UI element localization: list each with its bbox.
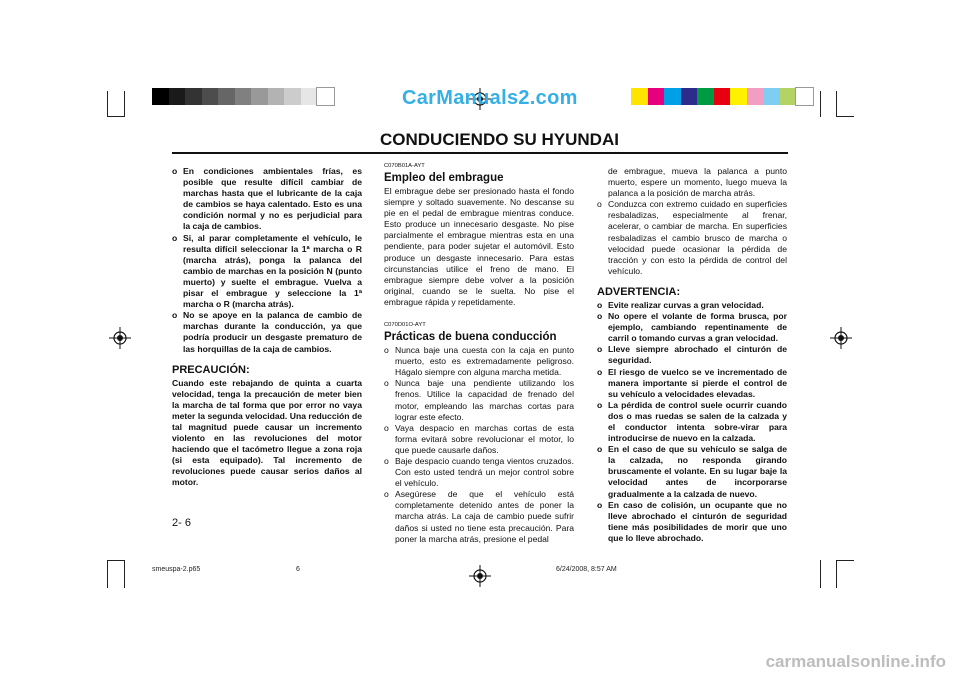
crop-mark xyxy=(820,560,821,588)
watermark: carmanualsonline.info xyxy=(765,652,946,671)
grayscale-bar xyxy=(152,88,334,105)
registration-mark-icon xyxy=(469,565,491,587)
color-swatch xyxy=(185,88,202,105)
color-swatch xyxy=(648,88,665,105)
color-swatch xyxy=(714,88,731,105)
color-swatch xyxy=(780,88,797,105)
crop-mark xyxy=(107,91,108,117)
page-number: 2- 6 xyxy=(172,517,191,529)
warning-item: o No opere el volante de forma brusca, por ejemplo, cambiando repentinamente de carril o tomando curvas a gran velocidad. xyxy=(597,311,787,344)
color-swatch xyxy=(301,88,318,105)
footer-page: 6 xyxy=(296,566,300,573)
list-item: o Nunca baje una cuesta con la caja en punto muerto, esto es extremadamente peligroso. Hágalo siempre con alguna marcha metida. xyxy=(384,345,574,378)
warning-item: o El riesgo de vuelco se ve incrementado de manera importante si pierde el control de su vehículo a velocidades elevadas. xyxy=(597,366,787,399)
color-swatch xyxy=(152,88,169,105)
color-swatch xyxy=(284,88,301,105)
list-item: o Conduzca con extremo cuidado en superficies resbaladizas, especialmente al frenar, acelerar, o cambiar de marcha. En superficies resbaladizas el cambio brusco de marcha o velocidad puede ocasionar la pérdida de tracción y con esto la pérdida de control del vehículo. xyxy=(597,199,787,276)
list-item: o Vaya despacio en marchas cortas de esta forma evitará sobre revolucionar el motor, lo que puede causarle daños. xyxy=(384,422,574,455)
crop-mark xyxy=(836,91,837,117)
color-swatch xyxy=(202,88,219,105)
color-swatch xyxy=(268,88,285,105)
warning-item: o La pérdida de control suele ocurrir cuando dos o mas ruedas se salen de la calzada y el conductor intenta sobre-virar para introducirse de nuevo en la calzada. xyxy=(597,399,787,444)
section-title: Empleo del embrague xyxy=(384,172,504,184)
list-item: o Baje despacio cuando tenga vientos cruzados. Con esto usted tendrá un mejor control sobre el vehículo. xyxy=(384,455,574,489)
warning-item: o Lleve siempre abrochado el cinturón de seguridad. xyxy=(597,344,787,366)
crop-mark xyxy=(107,560,108,588)
color-bar xyxy=(631,88,813,105)
color-swatch xyxy=(730,88,747,105)
color-swatch xyxy=(251,88,268,105)
color-swatch xyxy=(697,88,714,105)
continuation-text: de embrague, mueva la palanca a punto muerto, espere un momento, luego mueva la palanca a la posición de marcha atrás. xyxy=(608,166,787,199)
list-item: o Asegúrese de que el vehículo está completamente detenido antes de poner la marcha atrás. La caja de cambio puede sufrir daños si usted no tiene esta precaución. Para poner la marcha atrás, presione el pedal xyxy=(384,489,574,544)
color-swatch xyxy=(763,88,780,105)
registration-mark-icon xyxy=(109,327,131,349)
section-title: Prácticas de buena conducción xyxy=(384,331,557,344)
color-swatch xyxy=(235,88,252,105)
right-column xyxy=(597,166,787,544)
registration-mark-icon xyxy=(830,327,852,349)
warning-item: o En caso de colisión, un ocupante que no lleve abrochado el cinturón de seguridad tiene más posibilidades de morir que uno que lo lleve abrochado. xyxy=(597,499,787,543)
section-code: C070D01O-AYT xyxy=(384,322,426,329)
advertencia-title: ADVERTENCIA: xyxy=(597,285,681,298)
footer-file: smeuspa-2.p65 xyxy=(152,566,201,573)
crop-mark xyxy=(124,560,125,588)
section-paragraph: El embrague debe ser presionado hasta el fondo siempre y soltado suavemente. No descanse su pie en el pedal de embrague mientras conduce. Esto produce un innecesario desgaste. No pise parcialmente el embrague mientras esta en una pendiente, para poder sujetar el automóvil. Esto produce un desgaste innecesario. Para estas circunstancias utilice el freno de mano. El embrague siempre debe volver a la posición original, cuando se le suelta. No pise el embrague rápida y repetidamente. xyxy=(384,186,574,307)
precaucion-text: Cuando este rebajando de quinta a cuarta velocidad, tenga la precaución de meter bien la marcha de tal forma que por error no vaya meter la segunda velocidad. Una reducción de tal magnitud puede causar un incremento violento en las revoluciones del motor haciendo que el tacómetro llegue a zona roja (si esta equipado). Tal incremento de revoluciones puede causar serios daños al motor. xyxy=(172,377,362,488)
crop-mark xyxy=(836,560,854,561)
list-item: o Si, al parar completamente el vehículo, le resulta difícil seleccionar la 1ª marcha o R (marcha atrás), ponga la palanca del cambio de marchas en la posición N (punto muerto) y suelte el embrague. Vuelva a pisar el embrague y seleccione la 1ª marcha o R (marcha atrás). xyxy=(172,232,362,310)
list-item: o Nunca baje una pendiente utilizando los frenos. Utilice la capacidad de frenado del motor, empleando las marchas cortas para lograr este efecto. xyxy=(384,378,574,422)
footer-date: 6/24/2008, 8:57 AM xyxy=(556,566,617,573)
crop-mark xyxy=(820,91,821,117)
color-swatch xyxy=(169,88,186,105)
left-column xyxy=(172,166,362,489)
crop-mark xyxy=(836,560,837,588)
section-code: C070B01A-AYT xyxy=(384,163,425,169)
color-swatch xyxy=(681,88,698,105)
middle-column xyxy=(384,163,574,545)
precaucion-title: PRECAUCIÓN: xyxy=(172,363,250,376)
color-swatch xyxy=(664,88,681,105)
warning-item: o Evite realizar curvas a gran velocidad. xyxy=(597,299,764,310)
list-item: o No se apoye en la palanca de cambio de marchas durante la conducción, ya que podría producir un desgaste prematuro de las horquillas de la caja de cambios. xyxy=(172,310,362,354)
color-swatch xyxy=(796,88,813,105)
list-item: o En condiciones ambientales frías, es posible que resulte difícil cambiar de marchas hasta que el lubricante de la caja de cambios se haya calentado. Esto es una condición normal y no es perjudicial para la caja de cambios. xyxy=(172,166,362,232)
crop-mark xyxy=(124,91,125,117)
header-rule xyxy=(172,152,788,154)
color-swatch xyxy=(747,88,764,105)
crop-mark xyxy=(836,116,854,117)
site-logo: CarManuals2.com xyxy=(402,87,578,109)
page-title: CONDUCIENDO SU HYUNDAI xyxy=(380,130,619,149)
color-swatch xyxy=(218,88,235,105)
color-swatch xyxy=(631,88,648,105)
warning-item: o En el caso de que su vehículo se salga de la calzada, no responda girando bruscamente el volante. En su lugar baje la velocidad antes de incorporarse gradualmente a la calzada de nuevo. xyxy=(597,444,787,499)
color-swatch xyxy=(317,88,334,105)
crop-mark xyxy=(107,560,125,561)
crop-mark xyxy=(107,116,125,117)
